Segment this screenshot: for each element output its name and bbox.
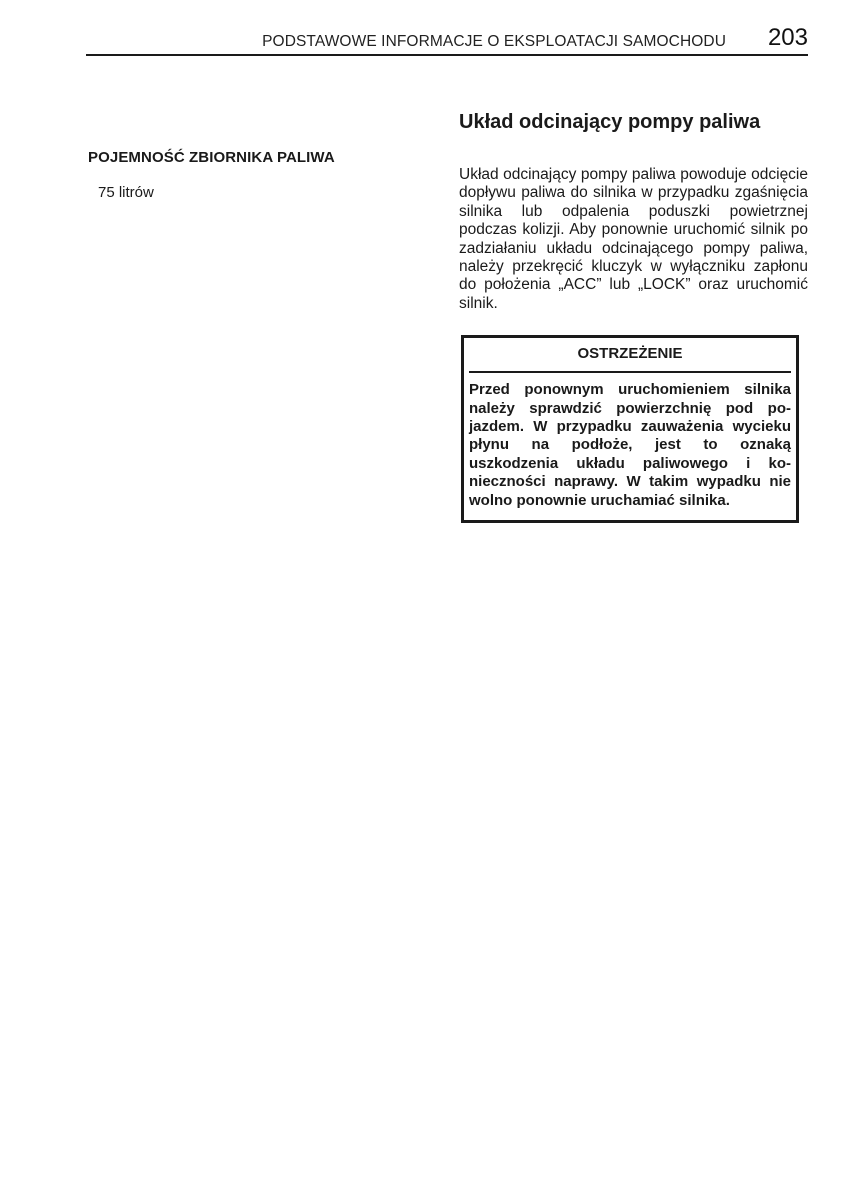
warning-box xyxy=(461,335,799,523)
fuel-pump-cutoff-section xyxy=(459,111,808,523)
page-header xyxy=(86,26,808,56)
warning-text: Przed ponownym uruchomieniem silnika należy sprawdzić powierzchnię pod pojazdem. W przypadku zauważenia wycieku płynu na podłoże, jest to oznaką uszkodzenia układu paliwowego i konieczności naprawy. W takim wypadku nie wolno ponownie uruchamiać silnika. xyxy=(469,381,791,509)
page-number: 203 xyxy=(767,24,808,51)
section-body-text: Układ odcinający pompy paliwa powoduje odcięcie dopływu paliwa do silnika w przypadku zgaśnięcia silnika lub odpalenia poduszki powietrznej podczas kolizji. Aby ponownie uruchomić silnik po zadziałaniu układu odcinającego pompy paliwa, należy przekręcić kluczyk w wyłączniku zapłonu do położenia „ACC” lub „LOCK” oraz uruchomić silnik. xyxy=(459,166,808,312)
section-title: Układ odcinający pompy paliwa xyxy=(459,111,761,133)
fuel-tank-capacity-heading: POJEMNOŚĆ ZBIORNIKA PALIWA xyxy=(88,149,335,166)
fuel-tank-capacity-section xyxy=(88,149,418,201)
running-header-title: PODSTAWOWE INFORMACJE O EKSPLOATACJI SAMOCHODU xyxy=(262,33,726,50)
fuel-tank-capacity-value: 75 litrów xyxy=(98,184,154,201)
warning-title: OSTRZEŻENIE xyxy=(469,338,791,373)
